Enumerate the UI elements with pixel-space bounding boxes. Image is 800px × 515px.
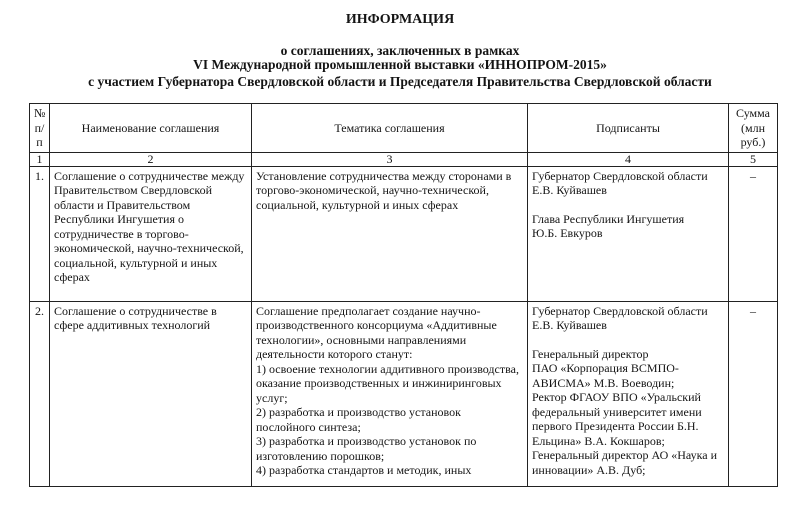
column-number: 3 xyxy=(252,152,528,166)
topic-line: 3) разработка и производство установок по изготовлению порошков; xyxy=(256,434,477,463)
agreement-topic: Установление сотрудничества между сторонами в торгово-экономической, научно-технической, социальной, культурной и иных сферах xyxy=(252,166,528,301)
signatory-line: Генеральный директор xyxy=(532,346,649,361)
signatory-line: Ю.Б. Евкуров xyxy=(532,226,603,240)
topic-line: 2) разработка и производство установок послойного синтеза; xyxy=(256,405,461,434)
signatory-line: Генеральный директор АО «Наука и инновации» А.В. Дуб; xyxy=(532,448,718,477)
agreement-name: Соглашение о сотрудничестве в сфере аддитивных технологий xyxy=(50,301,252,486)
agreements-table xyxy=(29,103,778,487)
topic-line: Соглашение предполагает создание научно-производственного консорциума «Аддитивные технологии», основными направлениями деятельности которого станут: xyxy=(256,303,497,361)
signatory-gap xyxy=(532,333,724,347)
agreement-name: Соглашение о сотрудничестве между Правительством Свердловской области и Правительством Республики Ингушетия о сотрудничестве в торгово-экономической, научно-технической, социальной, культурной и иных сферах xyxy=(50,166,252,301)
agreement-sum: – xyxy=(729,301,778,486)
column-header-topic: Тематика соглашения xyxy=(252,104,528,153)
agreement-topic xyxy=(252,301,528,486)
topic-line: 4) разработка стандартов и методик, иных xyxy=(256,463,472,477)
column-header-number: № п/п xyxy=(30,104,50,153)
signatory-line: Глава Республики Ингушетия xyxy=(532,211,685,226)
column-number: 2 xyxy=(50,152,252,166)
subtitle-line-3: с участием Губернатора Свердловской области и Председателя Правительства Свердловской области xyxy=(88,74,712,89)
row-number: 2. xyxy=(30,301,50,486)
table-row xyxy=(30,301,778,486)
column-numbers-row xyxy=(30,152,778,166)
column-number: 4 xyxy=(528,152,729,166)
table-row xyxy=(30,166,778,301)
signatory-line: Е.В. Куйвашев xyxy=(532,183,607,197)
agreement-signatories xyxy=(528,166,729,301)
column-number: 5 xyxy=(729,152,778,166)
column-header-signatories: Подписанты xyxy=(528,104,729,153)
topic-line: 1) освоение технологии аддитивного производства, оказание производственных и инжиниринговых услуг; xyxy=(256,361,519,405)
subtitle-line-2: VI Международной промышленной выставки «ИННОПРОМ-2015» xyxy=(193,57,607,72)
column-number: 1 xyxy=(30,152,50,166)
agreement-sum: – xyxy=(729,166,778,301)
signatory-line: Ректор ФГАОУ ВПО «Уральский федеральный университет имени первого Президента России Б.Н. Ельцина» В.А. Кокшаров; xyxy=(532,390,702,448)
table-header-row xyxy=(30,104,778,153)
column-header-sum: Сумма (млн руб.) xyxy=(729,104,778,153)
subtitle-line-1: о соглашениях, заключенных в рамках xyxy=(280,43,520,58)
document-title: ИНФОРМАЦИЯ xyxy=(345,12,455,27)
column-header-name: Наименование соглашения xyxy=(50,104,252,153)
signatory-line: ПАО «Корпорация ВСМПО-АВИСМА» М.В. Воеводин; xyxy=(532,361,679,390)
row-number: 1. xyxy=(30,166,50,301)
signatory-line: Губернатор Свердловской области xyxy=(532,168,708,183)
signatory-gap xyxy=(532,198,724,212)
signatory-line: Е.В. Куйвашев xyxy=(532,318,607,332)
signatory-line: Губернатор Свердловской области xyxy=(532,303,708,318)
agreement-signatories xyxy=(528,301,729,486)
